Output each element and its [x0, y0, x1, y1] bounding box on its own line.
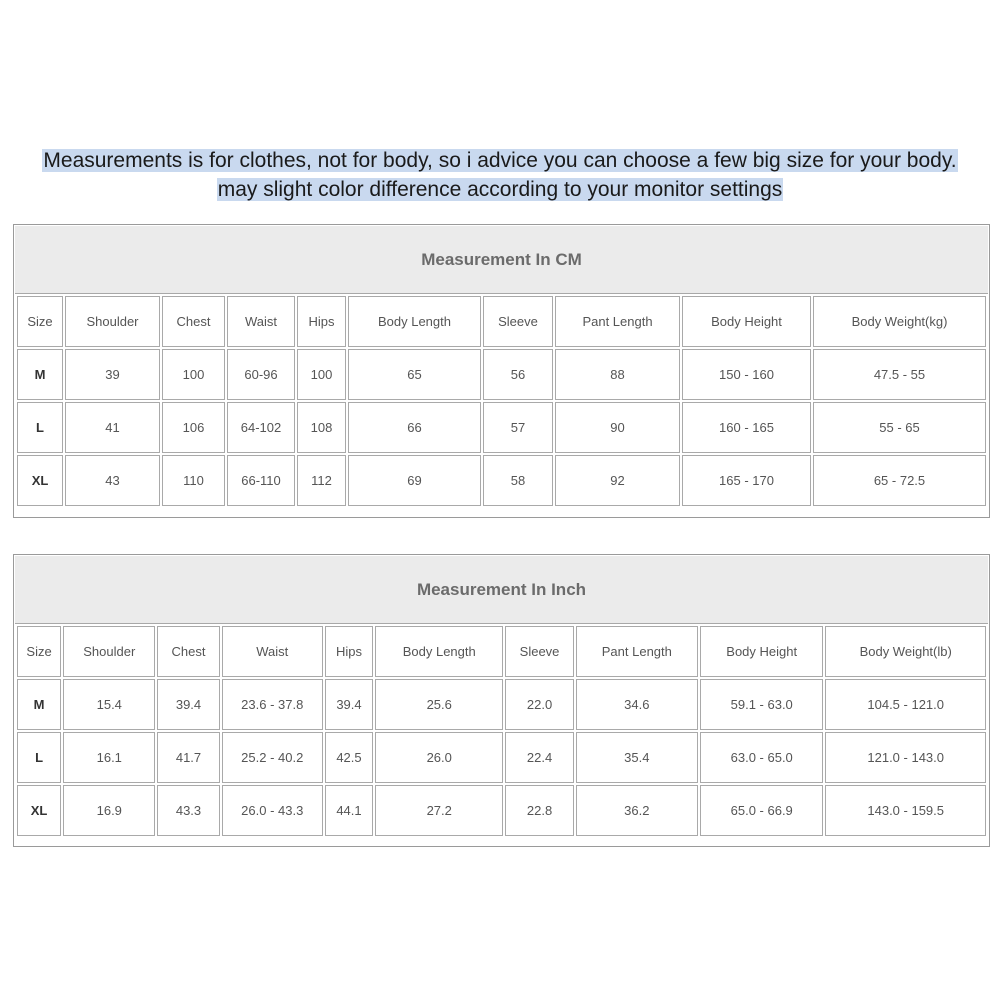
body-height-value: 160 - 165: [682, 402, 811, 453]
waist-value: 66-110: [227, 455, 295, 506]
header-chest: Chest: [162, 296, 225, 347]
chest-value: 43.3: [157, 785, 219, 836]
header-pant-length: Pant Length: [576, 626, 698, 677]
body-length-value: 26.0: [375, 732, 503, 783]
size-label: XL: [17, 785, 61, 836]
chest-value: 100: [162, 349, 225, 400]
sleeve-value: 57: [483, 402, 553, 453]
chest-value: 41.7: [157, 732, 219, 783]
table-row: [17, 455, 986, 506]
size-label: XL: [17, 455, 63, 506]
waist-value: 25.2 - 40.2: [222, 732, 323, 783]
shoulder-value: 39: [65, 349, 160, 400]
chest-value: 106: [162, 402, 225, 453]
hips-value: 108: [297, 402, 346, 453]
pant-length-value: 35.4: [576, 732, 698, 783]
size-chart-cm: [13, 224, 990, 518]
waist-value: 26.0 - 43.3: [222, 785, 323, 836]
size-notice: [0, 146, 1000, 204]
header-body-length: Body Length: [348, 296, 481, 347]
body-length-value: 65: [348, 349, 481, 400]
header-body-weight: Body Weight(lb): [825, 626, 986, 677]
sleeve-value: 22.8: [505, 785, 573, 836]
table-row: [17, 785, 986, 836]
body-weight-value: 121.0 - 143.0: [825, 732, 986, 783]
body-height-value: 63.0 - 65.0: [700, 732, 823, 783]
header-chest: Chest: [157, 626, 219, 677]
shoulder-value: 43: [65, 455, 160, 506]
pant-length-value: 88: [555, 349, 680, 400]
shoulder-value: 41: [65, 402, 160, 453]
shoulder-value: 16.9: [63, 785, 155, 836]
sleeve-value: 56: [483, 349, 553, 400]
body-length-value: 25.6: [375, 679, 503, 730]
hips-value: 112: [297, 455, 346, 506]
header-hips: Hips: [297, 296, 346, 347]
notice-line-2: may slight color difference according to your monitor settings: [217, 178, 783, 201]
table-row: [17, 402, 986, 453]
chest-value: 39.4: [157, 679, 219, 730]
pant-length-value: 92: [555, 455, 680, 506]
body-height-value: 165 - 170: [682, 455, 811, 506]
hips-value: 42.5: [325, 732, 373, 783]
table-row: [17, 732, 986, 783]
pant-length-value: 34.6: [576, 679, 698, 730]
header-size: Size: [17, 296, 63, 347]
body-length-value: 69: [348, 455, 481, 506]
header-row: [17, 296, 986, 347]
chart-title-cm: Measurement In CM: [15, 226, 988, 294]
size-table-cm: [15, 294, 988, 508]
header-hips: Hips: [325, 626, 373, 677]
header-body-height: Body Height: [682, 296, 811, 347]
waist-value: 23.6 - 37.8: [222, 679, 323, 730]
header-sleeve: Sleeve: [483, 296, 553, 347]
chart-title-inch: Measurement In Inch: [15, 556, 988, 624]
waist-value: 60-96: [227, 349, 295, 400]
body-weight-value: 104.5 - 121.0: [825, 679, 986, 730]
size-table-inch: [15, 624, 988, 838]
body-height-value: 59.1 - 63.0: [700, 679, 823, 730]
body-weight-value: 47.5 - 55: [813, 349, 986, 400]
body-weight-value: 143.0 - 159.5: [825, 785, 986, 836]
chest-value: 110: [162, 455, 225, 506]
size-label: L: [17, 732, 61, 783]
body-height-value: 65.0 - 66.9: [700, 785, 823, 836]
shoulder-value: 16.1: [63, 732, 155, 783]
sleeve-value: 22.4: [505, 732, 573, 783]
hips-value: 39.4: [325, 679, 373, 730]
notice-line-1: Measurements is for clothes, not for body, so i advice you can choose a few big size for your body.: [43, 149, 957, 172]
body-weight-value: 65 - 72.5: [813, 455, 986, 506]
header-sleeve: Sleeve: [505, 626, 573, 677]
pant-length-value: 90: [555, 402, 680, 453]
hips-value: 44.1: [325, 785, 373, 836]
hips-value: 100: [297, 349, 346, 400]
header-waist: Waist: [227, 296, 295, 347]
sleeve-value: 22.0: [505, 679, 573, 730]
header-row: [17, 626, 986, 677]
size-chart-inch: [13, 554, 990, 847]
sleeve-value: 58: [483, 455, 553, 506]
size-label: M: [17, 349, 63, 400]
header-pant-length: Pant Length: [555, 296, 680, 347]
header-waist: Waist: [222, 626, 323, 677]
header-shoulder: Shoulder: [63, 626, 155, 677]
header-size: Size: [17, 626, 61, 677]
size-label: L: [17, 402, 63, 453]
header-body-weight: Body Weight(kg): [813, 296, 986, 347]
body-weight-value: 55 - 65: [813, 402, 986, 453]
body-length-value: 27.2: [375, 785, 503, 836]
header-body-height: Body Height: [700, 626, 823, 677]
body-length-value: 66: [348, 402, 481, 453]
shoulder-value: 15.4: [63, 679, 155, 730]
table-row: [17, 349, 986, 400]
body-height-value: 150 - 160: [682, 349, 811, 400]
header-body-length: Body Length: [375, 626, 503, 677]
waist-value: 64-102: [227, 402, 295, 453]
size-label: M: [17, 679, 61, 730]
header-shoulder: Shoulder: [65, 296, 160, 347]
table-row: [17, 679, 986, 730]
pant-length-value: 36.2: [576, 785, 698, 836]
